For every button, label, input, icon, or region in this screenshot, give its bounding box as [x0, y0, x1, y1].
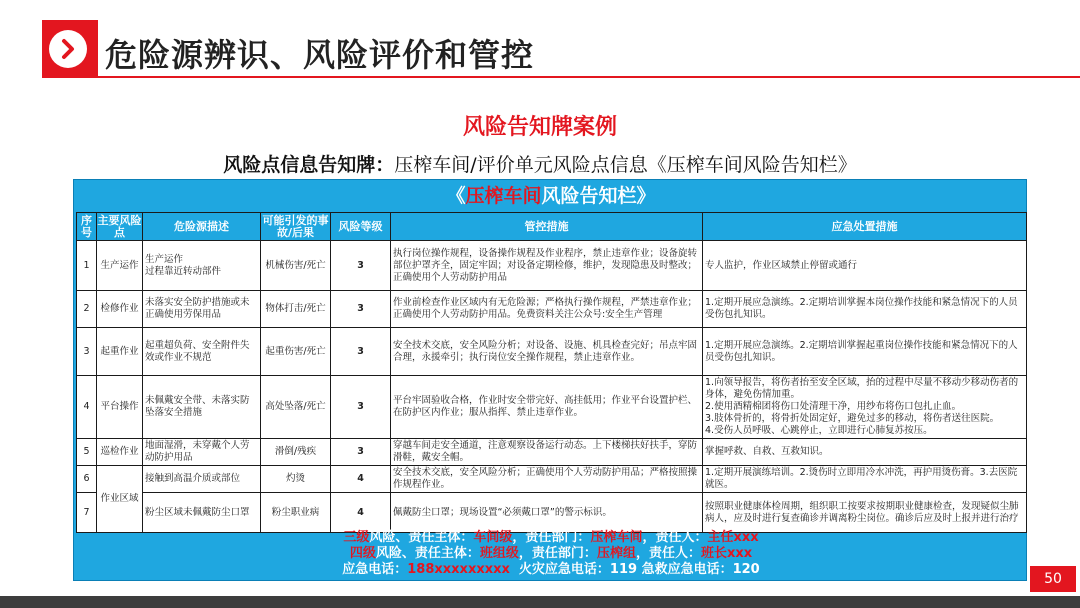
row-number: 6: [77, 466, 97, 493]
risk-point: 平台操作: [97, 376, 143, 439]
page-title: 危险源辨识、风险评价和管控: [105, 36, 535, 74]
accident-result: 机械伤害/死亡: [261, 241, 331, 291]
emergency-measures: 掌握呼救、自救、互救知识。: [703, 439, 1027, 466]
control-measures: 作业前检查作业区域内有无危险源；严格执行操作规程，严禁违章作业；正确使用个人劳动防护用品。免费资料关注公众号:安全生产管理: [391, 291, 703, 328]
col-header: 可能引发的事故/后果: [262, 213, 329, 239]
info-text: 压榨车间/评价单元风险点信息《压榨车间风险告知栏》: [394, 154, 857, 176]
footer-text: 风险、责任主体：: [375, 546, 480, 561]
table-row: [77, 328, 1027, 376]
control-measures: 平台牢固验收合格，作业时安全带完好、高挂低用；作业平台设置护栏、在防护区内作业；服从指挥、禁止违章作业。: [391, 376, 703, 439]
board-title-prefix: 《: [446, 185, 466, 207]
control-measures: 执行岗位操作规程，设备操作规程及作业程序，禁止违章作业；设备旋转部位护罩齐全，固定牢固；对设备定期检修，维护，发现隐患及时整改；正确使用个人劳动防护用品: [391, 241, 703, 291]
level-tag: 三级: [343, 530, 370, 545]
emergency-phone: 188xxxxxxxxx: [407, 562, 510, 577]
accident-result: 高处坠落/死亡: [261, 376, 331, 439]
responsible-subject: 车间级: [473, 530, 513, 545]
risk-point: 巡检作业: [97, 439, 143, 466]
risk-level: 3: [331, 241, 391, 291]
hazard-description: 未落实安全防护措施或未正确使用劳保用品: [143, 291, 261, 328]
footer-line-phones: [74, 562, 1028, 578]
responsible-subject: 班组级: [479, 546, 519, 561]
level-tag: 四级: [349, 546, 376, 561]
header-divider: [98, 76, 1080, 78]
responsible-person: 班长xxx: [700, 546, 753, 561]
control-measures: 安全技术交底，安全风险分析；正确使用个人劳动防护用品；严格按照操作规程作业。: [391, 466, 703, 493]
info-line: [0, 150, 1080, 177]
footer-line-level3: [74, 530, 1028, 546]
board-title-rest: 风险告知栏》: [541, 185, 656, 207]
row-number: 4: [77, 376, 97, 439]
accident-result: 滑倒/残疾: [261, 439, 331, 466]
row-number: 5: [77, 439, 97, 466]
responsible-dept: 压榨车间: [590, 530, 643, 545]
col-header: 应急处置措施: [703, 213, 1027, 241]
col-header: 管控措施: [391, 213, 703, 241]
row-number: 3: [77, 328, 97, 376]
accident-result: 粉尘职业病: [261, 493, 331, 533]
table-row: [77, 291, 1027, 328]
page-number: 50: [1030, 566, 1076, 592]
risk-notice-board: [73, 179, 1027, 581]
col-header: 风险等级: [331, 213, 391, 241]
hazard-description: 生产运作 过程靠近转动部件: [143, 241, 261, 291]
accident-result: 起重伤害/死亡: [261, 328, 331, 376]
risk-point: 生产运作: [97, 241, 143, 291]
table-row: [77, 376, 1027, 439]
responsibility-footer: [74, 530, 1028, 578]
risk-level: 3: [331, 376, 391, 439]
row-number: 7: [77, 493, 97, 533]
col-header: 主要风险点: [97, 213, 142, 239]
risk-level: 3: [331, 291, 391, 328]
footer-line-level4: [74, 546, 1028, 562]
accident-result: 灼烫: [261, 466, 331, 493]
emergency-measures: 专人监护，作业区域禁止停留或通行: [703, 241, 1027, 291]
col-header: 序号: [77, 213, 97, 241]
bottom-bar: [0, 596, 1080, 608]
responsible-dept: 压榨组: [596, 546, 636, 561]
risk-table: [76, 212, 1027, 533]
hazard-description: 地面湿滑，未穿戴个人劳动防护用品: [143, 439, 261, 466]
hazard-description: 接触到高温介质或部位: [143, 466, 261, 493]
emergency-measures: 1.向领导报告，将伤者抬至安全区域，抬的过程中尽量不移动少移动伤者的身体，避免伤情加重。 2.使用酒精棉团将伤口处清理干净，用纱布将伤口包扎止血。 3.肢体骨折的，将骨折处固定好，避免过多的移动，将伤者送往医院。 4.受伤人员呼吸、心跳停止，立即进行心肺复苏按压。: [703, 376, 1027, 439]
hazard-description: 未佩戴安全带、未落实防坠落安全措施: [143, 376, 261, 439]
risk-point: 检修作业: [97, 291, 143, 328]
row-number: 2: [77, 291, 97, 328]
hazard-description: 粉尘区域未佩戴防尘口罩: [143, 493, 261, 533]
emergency-measures: 1.定期开展应急演练。2.定期培训掌握本岗位操作技能和紧急情况下的人员受伤包扎知识。: [703, 291, 1027, 328]
chevron-right-icon: [49, 30, 87, 68]
footer-text: 应急电话：: [342, 562, 408, 577]
risk-point: 作业区域: [97, 466, 143, 533]
info-label: 风险点信息告知牌：: [223, 154, 395, 176]
table-row: [77, 466, 1027, 493]
control-measures: 佩戴防尘口罩；现场设置“必须戴口罩”的警示标识。: [391, 493, 703, 533]
col-header: 危险源描述: [143, 213, 261, 241]
risk-level: 4: [331, 466, 391, 493]
section-subtitle: 风险告知牌案例: [462, 115, 617, 140]
table-row: [77, 241, 1027, 291]
hazard-description: 起重超负荷、安全附件失效或作业不规范: [143, 328, 261, 376]
emergency-measures: 1.定期开展演练培训。2.烫伤时立即用冷水冲洗，再护用烫伤膏。3.去医院就医。: [703, 466, 1027, 493]
footer-text: 风险、责任主体：: [369, 530, 474, 545]
table-row: [77, 493, 1027, 533]
risk-level: 4: [331, 493, 391, 533]
emergency-measures: 1.定期开展应急演练。2.定期培训掌握起重岗位操作技能和紧急情况下的人员受伤包扎知识。: [703, 328, 1027, 376]
board-title-workshop: 压榨车间: [465, 185, 542, 207]
table-header-row: [77, 213, 1027, 241]
footer-text: ，责任人：: [635, 546, 701, 561]
footer-text: ，责任部门：: [512, 530, 591, 545]
row-number: 1: [77, 241, 97, 291]
table-row: [77, 439, 1027, 466]
risk-level: 3: [331, 439, 391, 466]
risk-point: 起重作业: [97, 328, 143, 376]
other-phones: 火灾应急电话：119 急救应急电话：120: [509, 562, 760, 577]
board-title: [74, 180, 1028, 212]
accident-result: 物体打击/死亡: [261, 291, 331, 328]
responsible-person: 主任xxx: [707, 530, 759, 545]
footer-text: ，责任人：: [642, 530, 708, 545]
footer-text: ，责任部门：: [518, 546, 597, 561]
control-measures: 穿越车间走安全通道，注意观察设备运行动态。上下楼梯扶好扶手，穿防滑鞋，戴安全帽。: [391, 439, 703, 466]
risk-level: 3: [331, 328, 391, 376]
emergency-measures: 按照职业健康体检周期，组织职工按要求按期职业健康检查，发现疑似尘肺病人，应及时进行复查确诊并调离粉尘岗位。确诊后应及时上报并进行治疗: [703, 493, 1027, 533]
control-measures: 安全技术交底，安全风险分析；对设备、设施、机具检查完好；吊点牢固合理，永援牵引；执行岗位安全操作规程，禁止违章作业。: [391, 328, 703, 376]
